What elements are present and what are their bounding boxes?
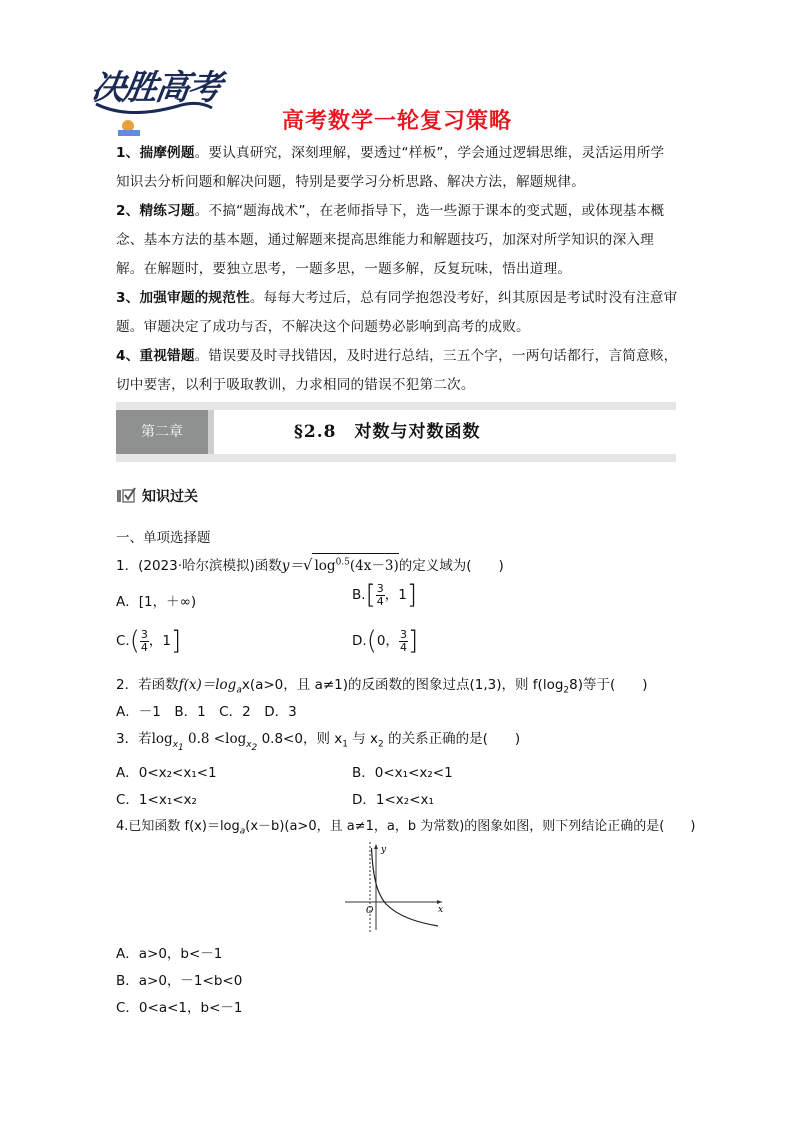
option-value: ，1	[148, 633, 171, 649]
fraction-den: 4	[140, 640, 148, 654]
q3-log1: log	[151, 731, 173, 747]
strategy-paragraph-3	[116, 284, 678, 342]
fraction	[399, 629, 408, 654]
right-bracket: ]	[406, 580, 417, 610]
chapter-shadow	[208, 410, 214, 454]
left-paren: (	[366, 626, 377, 656]
knowledge-title: 知识过关	[142, 489, 198, 505]
q3-sub1-x: x	[172, 739, 179, 750]
y-label: y	[381, 845, 387, 855]
fraction-num: 3	[399, 627, 407, 641]
strategy-body: 。要认真研究，深刻理解，要透过“样板”，学会通过逻辑思维，灵活运用所学知识去分析问题和解决问题，特别是要学习分析思路、解决方法，解题规律。	[116, 145, 665, 190]
q3-sub1	[172, 739, 184, 753]
strategy-body: 。不搞“题海战术”，在老师指导下，选一些源于课本的变式题，或体现基本概念、基本方法的基本题，通过解题来提高思维能力和解题技巧，加深对所学知识的深入理解。在解题时，要独立思考，一题多思，一题多解，反复玩味，悟出道理。	[116, 203, 665, 277]
strategy-head: 4、重视错题	[116, 348, 195, 364]
q3-option-d: D．1<x₂<x₁	[352, 792, 434, 808]
q3-val2: 0.8<0，则 x	[257, 731, 343, 747]
q1-option-a: A．[1，＋∞)	[116, 594, 197, 610]
q3-log2: log	[225, 731, 247, 747]
sqrt-icon: √	[302, 556, 313, 574]
checkbox-icon	[116, 487, 136, 503]
question-4	[116, 815, 695, 837]
fraction-den: 4	[399, 640, 407, 654]
fraction-den: 4	[376, 594, 384, 608]
option-value: ，1	[384, 587, 407, 603]
chapter-label: 第二章	[116, 410, 208, 454]
section-title: §2.8 对数与对数函数	[294, 422, 481, 442]
q1-option-c	[116, 626, 181, 656]
fraction	[140, 629, 149, 654]
option-label: B.	[352, 587, 366, 603]
q4-sub: a	[239, 826, 246, 837]
left-paren: (	[129, 626, 140, 656]
function-graph	[340, 840, 450, 932]
q1-log: log	[314, 558, 336, 574]
option-label: D.	[352, 633, 367, 649]
strategy-head: 2、精练习题	[116, 203, 195, 219]
chapter-banner	[116, 402, 676, 462]
strategy-head: 3、加强审题的规范性	[116, 290, 250, 306]
fraction-num: 3	[140, 627, 148, 641]
right-bracket: ]	[170, 626, 182, 656]
right-bracket: ]	[407, 626, 419, 656]
strategy-body: 。每每大考过后，总有同学抱怨没考好，纠其原因是考试时没有注意审题。审题决定了成功与否，不解决这个问题势必影响到高考的成败。	[116, 290, 678, 335]
question-3	[116, 727, 520, 752]
part-heading: 一、单项选择题	[116, 530, 211, 546]
q3-end: 的关系正确的是( )	[383, 731, 521, 747]
q3-sub2	[246, 739, 258, 753]
q1-prefix: 1．(2023·哈尔滨模拟)函数	[116, 558, 282, 574]
strategy-paragraph-1	[116, 139, 678, 197]
q2-sub-2: 2	[563, 685, 570, 696]
q3-subsub1: 1	[178, 742, 184, 753]
q3-mid: 与 x	[347, 731, 379, 747]
q1-option-d	[352, 626, 418, 656]
logo-text: 决胜高考	[88, 68, 223, 108]
fraction	[376, 583, 385, 608]
q1-radicand	[312, 553, 398, 574]
q1-log-base: 0.5	[335, 557, 350, 568]
strategy-head: 1、揣摩例题	[116, 145, 195, 161]
q2-text4: 8)等于( )	[569, 677, 648, 693]
q2-sub-a: a	[236, 685, 242, 696]
q4-option-a: A．a>0，b<－1	[116, 946, 223, 962]
option-label: C.	[116, 633, 130, 649]
option-value: 0，	[376, 633, 399, 649]
q3-s1: 1	[342, 739, 348, 750]
q3-option-a: A．0<x₂<x₁<1	[116, 765, 217, 781]
question-2	[116, 673, 648, 696]
origin-label: O	[366, 906, 374, 916]
q2-options: A．－1 B．1 C．2 D．3	[116, 704, 297, 720]
banner-bottom-bar	[116, 454, 676, 462]
question-1	[116, 553, 504, 574]
q3-sub2-x: x	[246, 739, 252, 750]
page-title: 高考数学一轮复习策略	[281, 109, 512, 134]
q2-text1: 2．若函数	[116, 677, 179, 693]
q4-text: 4.已知函数 f(x)＝log	[116, 819, 240, 834]
fraction-num: 3	[376, 581, 384, 595]
q1-suffix: 的定义域为( )	[398, 558, 504, 574]
strategy-paragraph-4	[116, 342, 678, 400]
q3-s2: 2	[378, 739, 384, 750]
strategy-paragraph-2	[116, 197, 678, 284]
q2-text2: f(x)＝log	[178, 677, 237, 693]
q1-option-b	[352, 580, 417, 610]
left-bracket: [	[365, 580, 376, 610]
banner-top-bar	[116, 402, 676, 410]
q3-option-b: B．0<x₁<x₂<1	[352, 765, 453, 781]
q1-fn: y＝	[281, 558, 303, 574]
q3-option-c: C．1<x₁<x₂	[116, 792, 197, 808]
strategy-body: 。错误要及时寻找错因，及时进行总结，三五个字，一两句话都行，言简意赅，切中要害，以利于吸取教训，力求相同的错误不犯第二次。	[116, 348, 678, 393]
q3-text1: 3．若	[116, 731, 152, 747]
x-label: x	[438, 905, 444, 915]
q3-val1: 0.8 <	[183, 731, 226, 747]
log-curve	[372, 848, 439, 926]
y-axis-arrow	[374, 844, 378, 849]
knowledge-header	[116, 486, 198, 506]
q4-option-b: B．a>0，－1<b<0	[116, 973, 243, 989]
q4-option-c: C．0<a<1，b<－1	[116, 1000, 243, 1016]
q3-subsub2: 2	[251, 742, 258, 753]
q1-arg: (4x－3)	[349, 558, 399, 574]
x-axis-arrow	[437, 900, 442, 904]
q2-text3: x(a>0，且 a≠1)的反函数的图象过点(1,3)，则 f(log	[241, 677, 564, 693]
q4-rest: (x－b)(a>0，且 a≠1，a，b 为常数)的图象如图，则下列结论正确的是( )	[245, 819, 696, 834]
